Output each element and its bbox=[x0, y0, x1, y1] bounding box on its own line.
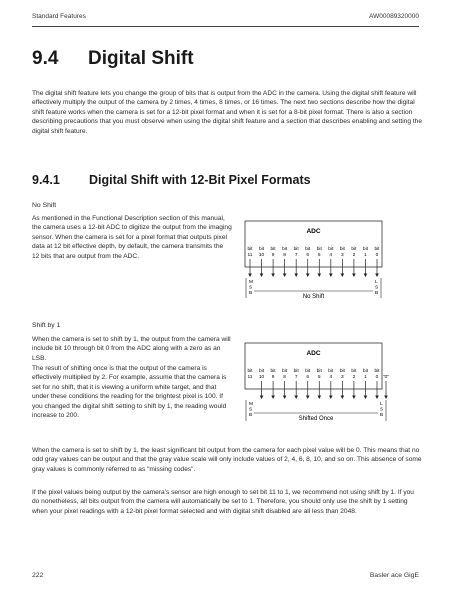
bit-word-label: bit bbox=[362, 247, 368, 252]
header-left: Standard Features bbox=[32, 13, 86, 20]
bit-arrow-head bbox=[260, 274, 264, 278]
bit-number-label: 2 bbox=[352, 375, 356, 380]
bit-arrow-head bbox=[283, 396, 287, 400]
bit-arrow-head bbox=[306, 396, 310, 400]
footer-product: Basler ace GigE bbox=[369, 572, 419, 579]
bit-word-label: bit bbox=[351, 247, 357, 252]
intro-paragraph: The digital shift feature lets you change the group of bits that is output from the ADC in the camera. Using the digital shift feature will effectively multiply the output of the camera by 2 times, 4 times, 8 times, or 16 times. The next two sections describe how the digital shift feature works when the camera is set for a 12-bit pixel format and when it is set for a 8-bit pixel format. There is also a section describing precautions that you must observe when using the digital shift feature and a section that describes enabling and setting the digital shift feature. bbox=[32, 90, 423, 135]
bit-number-label: 8 bbox=[283, 253, 286, 258]
bit-number-label: 3 bbox=[341, 375, 344, 380]
section-title: Digital Shift bbox=[88, 48, 194, 69]
bit-number-label: 5 bbox=[317, 253, 321, 258]
bit-number-label: 4 bbox=[329, 375, 333, 380]
bit-word-label: bit bbox=[293, 369, 299, 374]
bit-word-label: bit bbox=[259, 369, 265, 374]
bit-arrow-head bbox=[317, 274, 321, 278]
bit-word-label: bit bbox=[351, 369, 357, 374]
shift-by-1-diagram bbox=[237, 340, 392, 422]
bit-word-label: bit bbox=[282, 369, 288, 374]
bit-word-label: bit bbox=[293, 247, 299, 252]
bit-number-label: 7 bbox=[294, 253, 298, 258]
section-heading bbox=[32, 48, 194, 70]
bit-number-label: 8 bbox=[283, 375, 286, 380]
bit-arrow-head bbox=[364, 274, 368, 278]
bit-word-label: bit bbox=[305, 369, 311, 374]
shift-by-1-paragraph-3: When the camera is set to shift by 1, the least significant bit output from the camera for each pixel value will be 0. This means that no odd gray values can be output and that the gray value scale will only include values of 2, 4, 6, 8, 10, and so on. This absence of some gray values is commonly referred to as "missing codes". bbox=[32, 447, 422, 473]
header-rule bbox=[32, 26, 419, 27]
bit-word-label: bit bbox=[270, 247, 276, 252]
bit-number-label: 11 bbox=[247, 253, 253, 258]
msb-letter: B bbox=[249, 413, 253, 418]
bit-number-label: 2 bbox=[352, 253, 356, 258]
bit-arrow-head bbox=[271, 396, 275, 400]
bit-word-label: bit bbox=[316, 369, 322, 374]
lsb-letter: S bbox=[380, 407, 384, 413]
bit-arrow-head bbox=[341, 274, 345, 278]
subsection-heading bbox=[32, 173, 311, 187]
lsb-letter: L bbox=[375, 280, 378, 285]
bit-number-label: 5 bbox=[317, 375, 321, 380]
bit-arrow-head bbox=[317, 396, 321, 400]
bit-number-label: 9 bbox=[271, 375, 275, 380]
diagram-caption: No Shift bbox=[302, 294, 325, 298]
no-shift-heading: No Shift bbox=[32, 202, 57, 209]
subsection-number: 9.4.1 bbox=[32, 173, 60, 187]
bit-number-label: 3 bbox=[341, 253, 344, 258]
bit-arrow-head bbox=[341, 396, 345, 400]
bit-number-label: 6 bbox=[306, 375, 310, 380]
bit-number-label: 10 bbox=[258, 375, 265, 380]
header-right: AW00089320000 bbox=[369, 13, 419, 20]
shift-by-1-heading: Shift by 1 bbox=[32, 322, 61, 329]
lsb-letter: L bbox=[380, 402, 383, 407]
bit-word-label: bit bbox=[374, 247, 380, 252]
bit-word-label: bit bbox=[259, 247, 265, 252]
bit-number-label: 7 bbox=[294, 375, 298, 380]
section-number: 9.4 bbox=[32, 48, 59, 69]
bit-number-label: 11 bbox=[247, 375, 253, 380]
bit-arrow-head bbox=[329, 274, 333, 278]
bit-arrow-head bbox=[364, 396, 368, 400]
bit-word-label: bit bbox=[339, 247, 345, 252]
zero-label: "0" bbox=[382, 375, 390, 380]
bit-number-label: 1 bbox=[364, 253, 367, 258]
bit-word-label: bit bbox=[328, 369, 334, 374]
bit-word-label: bit bbox=[374, 369, 380, 374]
footer-page-number: 222 bbox=[32, 572, 44, 579]
bit-word-label: bit bbox=[247, 247, 253, 252]
bit-arrow-head bbox=[294, 274, 298, 278]
subsection-title: Digital Shift with 12-Bit Pixel Formats bbox=[89, 173, 311, 187]
bit-word-label: bit bbox=[270, 369, 276, 374]
msb-letter: M bbox=[249, 402, 253, 407]
adc-label: ADC bbox=[306, 350, 321, 357]
lsb-letter: B bbox=[380, 413, 384, 418]
bit-arrow-head bbox=[283, 274, 287, 278]
bit-arrow-head bbox=[260, 396, 264, 400]
bit-number-label: 0 bbox=[375, 375, 379, 380]
bit-arrow-head bbox=[352, 396, 356, 400]
bit-number-label: 1 bbox=[364, 375, 367, 380]
no-shift-paragraph: As mentioned in the Functional Description section of this manual, the camera uses a 12-bit ADC to digitize the output from the imaging sensor. When the camera is set for a pixel format that outputs pixel data at 12 bit effective depth, by default, the camera transmits the 12 bits that are output from the ADC. bbox=[32, 215, 232, 260]
bit-word-label: bit bbox=[316, 247, 322, 252]
msb-letter: M bbox=[249, 280, 253, 285]
msb-letter: B bbox=[249, 291, 253, 296]
bit-word-label: bit bbox=[339, 369, 345, 374]
adc-label: ADC bbox=[306, 228, 321, 235]
bit-number-label: 0 bbox=[375, 253, 379, 258]
bit-arrow-head bbox=[248, 274, 252, 278]
no-shift-diagram bbox=[237, 218, 388, 298]
bit-word-label: bit bbox=[328, 247, 334, 252]
lsb-letter: S bbox=[375, 285, 379, 291]
msb-letter: S bbox=[249, 285, 253, 291]
bit-word-label: bit bbox=[282, 247, 288, 252]
shift-by-1-paragraph-2: The result of shifting once is that the output of the camera is effectively multiplied by 2. For example, assume that the camera is set for no shift, that it is viewing a uniform white target, and that under these conditions the reading for the brightest pixel is 100. If you changed the digital shift setting to shift by 1, the reading would increase to 200. bbox=[32, 365, 227, 420]
msb-letter: S bbox=[249, 407, 253, 413]
diagram-caption: Shifted Once bbox=[298, 416, 334, 422]
bit-arrow-head bbox=[306, 274, 310, 278]
bit-arrow-head bbox=[294, 396, 298, 400]
bit-number-label: 4 bbox=[329, 253, 333, 258]
bit-arrow-head bbox=[329, 396, 333, 400]
bit-word-label: bit bbox=[305, 247, 311, 252]
bit-number-label: 6 bbox=[306, 253, 310, 258]
bit-number-label: 10 bbox=[258, 253, 265, 258]
shift-by-1-paragraph-1: When the camera is set to shift by 1, the output from the camera will include bit 10 through bit 0 from the ADC along with a zero as an LSB. bbox=[32, 336, 231, 362]
bit-arrow-head bbox=[375, 396, 379, 400]
bit-arrow-head bbox=[352, 274, 356, 278]
bit-word-label: bit bbox=[362, 369, 368, 374]
lsb-letter: B bbox=[375, 291, 379, 296]
bit-number-label: 9 bbox=[271, 253, 275, 258]
bit-word-label: bit bbox=[247, 369, 253, 374]
bit-arrow-head bbox=[375, 274, 379, 278]
zero-arrow-head bbox=[384, 396, 388, 400]
shift-by-1-paragraph-4: If the pixel values being output by the camera's sensor are high enough to set bit 11 to 1, we recommend not using shift by 1. If you do nonetheless, all bits output from the camera will automatically be set to 1. Therefore, you should only use the shift by 1 setting when your pixel readings with a 12-bit pixel format selected and with digital shift disabled are all less than 2048. bbox=[32, 489, 414, 515]
bit-arrow-head bbox=[271, 274, 275, 278]
